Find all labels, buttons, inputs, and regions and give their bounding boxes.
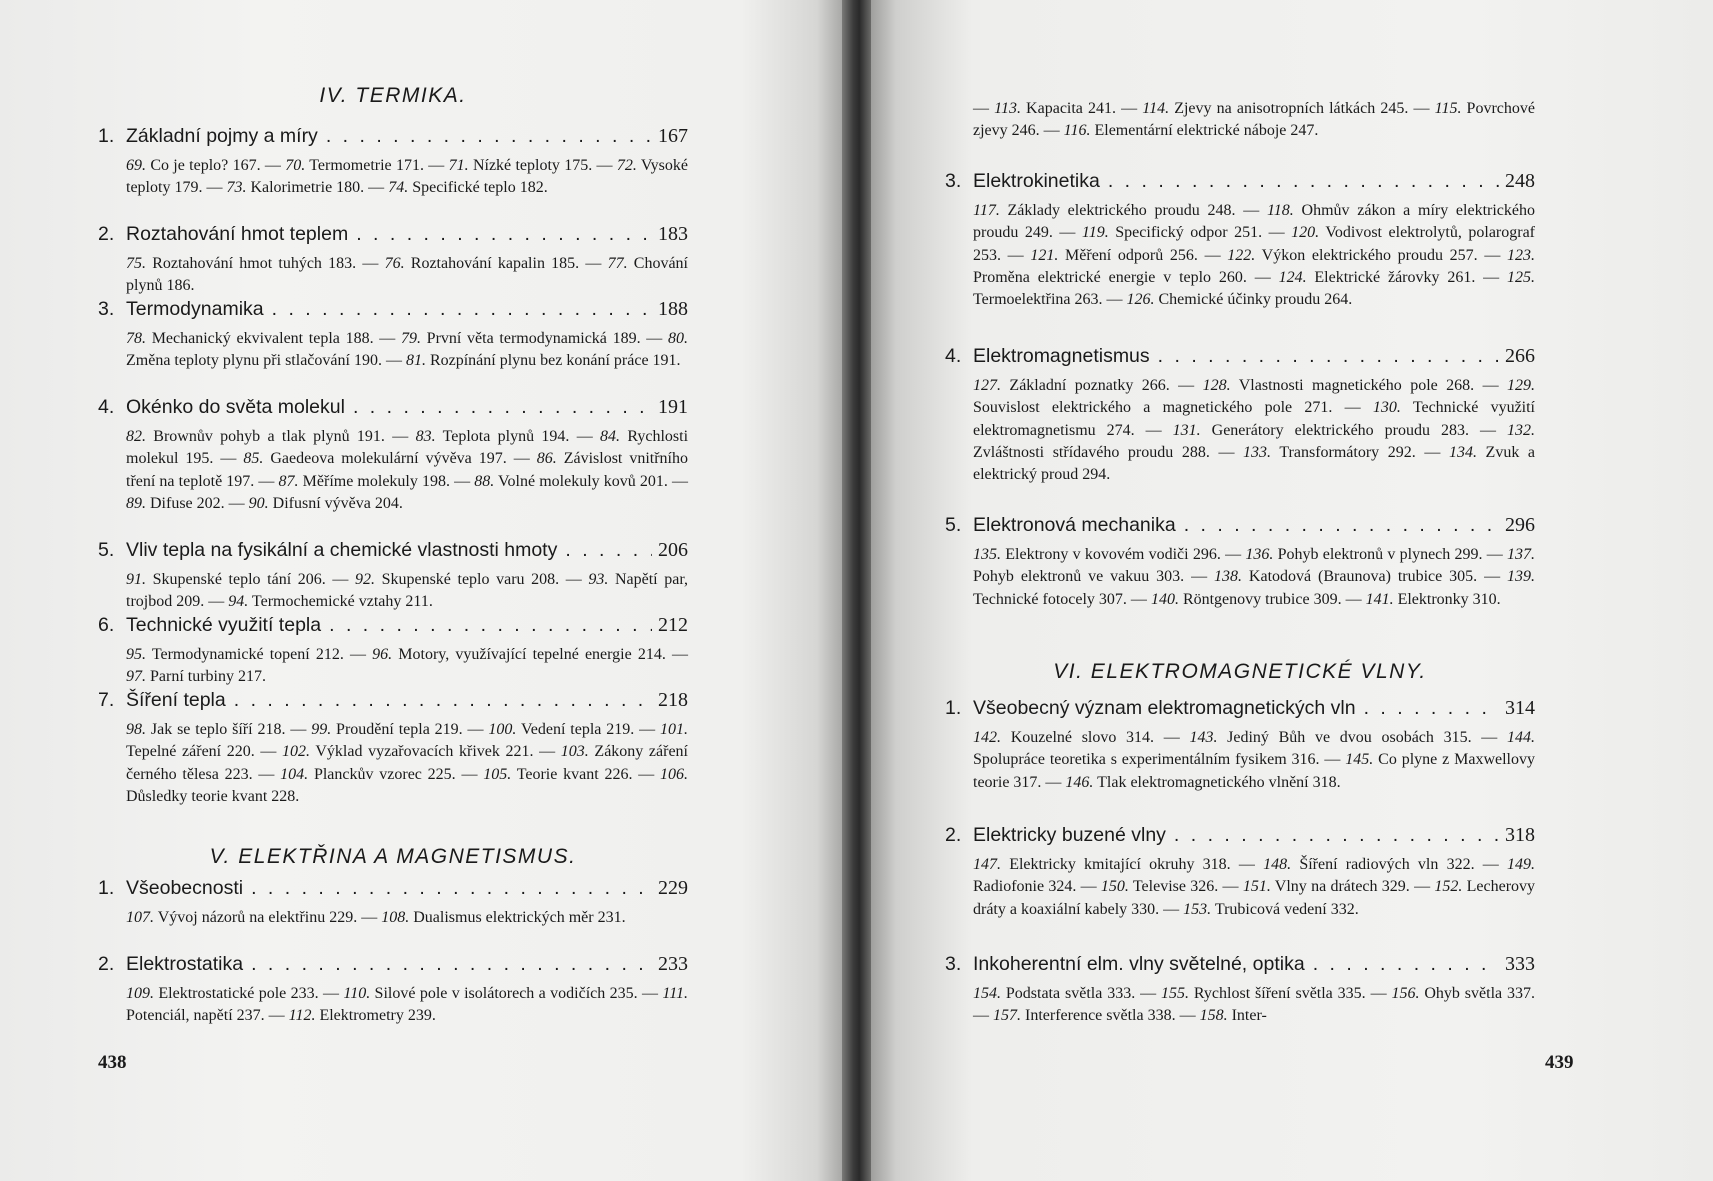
section-list: 127. Základní poznatky 266. — 128. Vlastnosti magnetického pole 268. — 129. Souvislost elektrického a magnetického pole 271. — 130. Technické využití elektromagnetismu 274. — 131. Generátory elektrického proudu 283. — 132. Zvláštnosti střídavého proudu 288. — 133. Transformátory 292. — 134. Zvuk a elektrický proud 294. [973,377,1536,484]
left-page [0,0,842,1181]
toc-entry [945,697,1535,794]
toc-entry [945,170,1535,311]
dot-leader [1158,345,1499,368]
section-list: 98. Jak se teplo šíří 218. — 99. Proudění tepla 219. — 100. Vedení tepla 219. — 101. Tepelné záření 220. — 102. Výklad vyzařovacích křivek 221. — 103. Zákony záření černého tělesa 223. — 104. Planckův vzorec 225. — 105. Teorie kvant 226. — 106. Důsledky teorie kvant 228. [126,721,689,805]
page-number: 218 [658,689,688,711]
page-number: 206 [658,539,688,561]
chapter-title: Elektronová mechanika [973,514,1176,536]
page-number: 188 [658,298,688,320]
dot-leader [1313,953,1499,976]
chapter-number: 1. [98,877,115,899]
toc-entry [945,345,1535,486]
part-heading: VI. ELEKTROMAGNETICKÉ VLNY. [1053,660,1427,683]
dot-leader [251,877,652,900]
page-number: 296 [1505,514,1535,536]
page-number: 167 [658,125,688,147]
section-list: 147. Elektricky kmitající okruhy 318. — 148. Šíření radiových vln 322. — 149. Radiofonie 324. — 150. Televise 326. — 151. Vlny na drátech 329. — 152. Lecherovy dráty a koaxiální kabely 330. — 153. Trubicová vedení 332. [973,856,1536,918]
chapter-number: 6. [98,614,115,636]
section-list: 107. Vývoj názorů na elektřinu 229. — 108. Dualismus elektrických měr 231. [126,909,626,926]
dot-leader [1174,824,1499,847]
chapter-number: 7. [98,689,115,711]
dot-leader [356,223,652,246]
dot-leader [565,539,652,562]
dot-leader [329,614,652,637]
chapter-number: 2. [98,953,115,975]
page-number: 248 [1505,170,1535,192]
toc-entry [98,125,688,200]
section-list: 154. Podstata světla 333. — 155. Rychlost šíření světla 335. — 156. Ohyb světla 337. — 157. Interference světla 338. — 158. Inter- [973,985,1536,1025]
toc-entry [98,953,688,1028]
toc-continuation [945,98,1535,143]
page-number: 233 [658,953,688,975]
toc-entry [98,877,688,929]
toc-entry [98,539,688,614]
chapter-title: Základní pojmy a míry [126,125,318,147]
toc-entry [945,824,1535,921]
chapter-number: 1. [945,697,962,719]
page-number: 266 [1505,345,1535,367]
chapter-number: 2. [98,223,115,245]
toc-entry [98,396,688,515]
toc-entry [98,614,688,689]
toc-entry [945,514,1535,611]
section-list: 75. Roztahování hmot tuhých 183. — 76. Roztahování kapalin 185. — 77. Chování plynů 186. [126,255,689,295]
toc-entry [945,953,1535,1028]
chapter-title: Roztahování hmot teplem [126,223,349,245]
section-list: 78. Mechanický ekvivalent tepla 188. — 79. První věta termodynamická 189. — 80. Změna teploty plynu při stlačování 190. — 81. Rozpínání plynu bez konání práce 191. [126,330,688,370]
section-list: — 113. Kapacita 241. — 114. Zjevy na anisotropních látkách 245. — 115. Povrchové zjevy 246. — 116. Elementární elektrické náboje 247. [973,100,1535,140]
chapter-number: 5. [945,514,962,536]
dot-leader [353,396,652,419]
section-list: 82. Brownův pohyb a tlak plynů 191. — 83. Teplota plynů 194. — 84. Rychlosti molekul 195. — 85. Gaedeova molekulární vývěva 197. — 86. Závislost vnitřního tření na teplotě 197. — 87. Měříme molekuly 198. — 88. Volné molekuly kovů 201. — 89. Difuse 202. — 90. Difusní vývěva 204. [126,428,689,512]
dot-leader [1364,697,1499,720]
page-number: 191 [658,396,688,418]
page-folio: 438 [98,1052,127,1073]
chapter-title: Elektrostatika [126,953,244,975]
page-number: 229 [658,877,688,899]
dot-leader [234,689,652,712]
toc-entry [98,223,688,298]
dot-leader [1184,514,1499,537]
page-folio: 439 [1545,1052,1574,1073]
dot-leader [272,298,652,321]
chapter-title: Technické využití tepla [126,614,322,636]
chapter-title: Elektromagnetismus [973,345,1150,367]
section-list: 117. Základy elektrického proudu 248. — 118. Ohmův zákon a míry elektrického proudu 249. — 119. Specifický odpor 251. — 120. Vodivost elektrolytů, polarograf 253. — 121. Měření odporů 256. — 122. Výkon elektrického proudu 257. — 123. Proměna elektrické energie v teplo 260. — 124. Elektrické žárovky 261. — 125. Termoelektřina 263. — 126. Chemické účinky proudu 264. [973,202,1536,309]
chapter-number: 3. [945,170,962,192]
chapter-title: Inkoherentní elm. vlny světelné, optika [973,953,1305,975]
section-list: 95. Termodynamické topení 212. — 96. Motory, využívající tepelné energie 214. — 97. Parní turbiny 217. [126,646,689,686]
chapter-number: 4. [945,345,962,367]
chapter-title: Elektricky buzené vlny [973,824,1166,846]
page-number: 333 [1505,953,1535,975]
chapter-title: Termodynamika [126,298,264,320]
chapter-number: 2. [945,824,962,846]
toc-entry [98,689,688,808]
section-list: 91. Skupenské teplo tání 206. — 92. Skupenské teplo varu 208. — 93. Napětí par, trojbod 209. — 94. Termochemické vztahy 211. [126,571,689,611]
section-list: 135. Elektrony v kovovém vodiči 296. — 136. Pohyb elektronů v plynech 299. — 137. Pohyb elektronů ve vakuu 303. — 138. Katodová (Braunova) trubice 305. — 139. Technické fotocely 307. — 140. Röntgenovy trubice 309. — 141. Elektronky 310. [973,546,1535,608]
right-page [871,0,1713,1181]
dot-leader [251,953,652,976]
chapter-title: Okénko do světa molekul [126,396,345,418]
page-number: 318 [1505,824,1535,846]
section-list: 109. Elektrostatické pole 233. — 110. Silové pole v isolátorech a vodičích 235. — 111. Potenciál, napětí 237. — 112. Elektrometry 239. [126,985,688,1025]
page-number: 183 [658,223,688,245]
section-list: 142. Kouzelné slovo 314. — 143. Jediný Bůh ve dvou osobách 315. — 144. Spolupráce teoretika s experimentálním fysikem 316. — 145. Co plyne z Maxwellovy teorie 317. — 146. Tlak elektromagnetického vlnění 318. [973,729,1535,791]
book-spine [842,0,871,1181]
chapter-number: 4. [98,396,115,418]
chapter-number: 3. [98,298,115,320]
chapter-title: Vliv tepla na fysikální a chemické vlastnosti hmoty [126,539,558,561]
dot-leader [1108,170,1499,193]
page-number: 314 [1505,697,1535,719]
chapter-number: 5. [98,539,115,561]
chapter-title: Všeobecnosti [126,877,244,899]
toc-entry [98,298,688,373]
part-heading: V. ELEKTŘINA A MAGNETISMUS. [209,845,577,868]
chapter-title: Šíření tepla [126,689,226,711]
section-list: 69. Co je teplo? 167. — 70. Termometrie 171. — 71. Nízké teploty 175. — 72. Vysoké teploty 179. — 73. Kalorimetrie 180. — 74. Specifické teplo 182. [126,157,689,197]
dot-leader [326,125,652,148]
chapter-number: 1. [98,125,115,147]
chapter-title: Všeobecný význam elektromagnetických vln [973,697,1356,719]
page-number: 212 [658,614,688,636]
part-heading: IV. TERMIKA. [319,84,467,107]
chapter-title: Elektrokinetika [973,170,1100,192]
chapter-number: 3. [945,953,962,975]
